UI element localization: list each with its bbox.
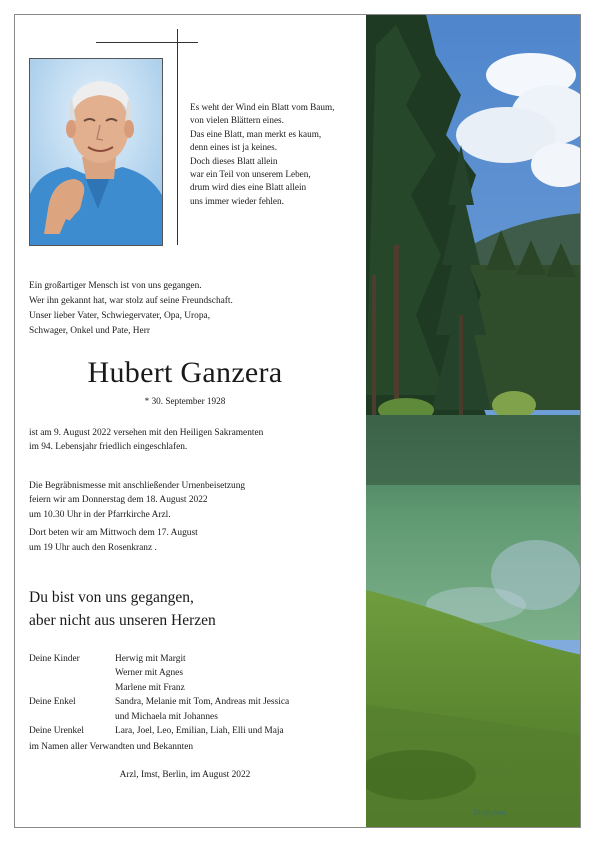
poem-line: Es weht der Wind ein Blatt vom Baum, — [190, 102, 335, 112]
family-row — [29, 652, 289, 666]
family-row — [29, 666, 289, 680]
family-role: Deine Urenkel — [29, 725, 84, 736]
quote-line: aber nicht aus unseren Herzen — [29, 612, 216, 629]
cross-vertical — [177, 29, 178, 245]
intro-line: Wer ihn gekannt hat, war stolz auf seine Freundschaft. — [29, 296, 233, 306]
family-role — [29, 681, 115, 695]
lake-landscape-illustration — [366, 15, 581, 828]
funeral-line: Dort beten wir am Mittwoch dem 17. August — [29, 528, 198, 539]
intro-text — [29, 279, 359, 339]
funeral-line: um 19 Uhr auch den Rosenkranz . — [29, 542, 157, 553]
obituary-card — [14, 14, 581, 828]
family-row — [29, 681, 289, 695]
family-role: Deine Enkel — [29, 697, 76, 708]
family-list — [29, 652, 289, 738]
intro-line: Ein großartiger Mensch ist von uns gegangen. — [29, 281, 202, 291]
funeral-line: Die Begräbnismesse mit anschließender Urnenbeisetzung — [29, 481, 246, 491]
poem-line: denn eines ist ja keines. — [190, 142, 278, 153]
portrait-illustration — [30, 59, 163, 246]
family-names: Herwig mit Margit — [115, 654, 186, 664]
family-row — [29, 724, 289, 738]
death-notice — [29, 426, 263, 454]
family-names: Marlene mit Franz — [115, 682, 185, 693]
family-row — [29, 710, 289, 724]
family-names: und Michaela mit Johannes — [115, 711, 218, 722]
cross-horizontal — [96, 42, 198, 43]
poem-line: war ein Teil von unserem Leben, — [190, 169, 311, 180]
death-line: ist am 9. August 2022 versehen mit den Heiligen Sakramenten — [29, 428, 264, 438]
brand-watermark: Dorfleben — [473, 808, 506, 817]
portrait-photo — [29, 58, 163, 246]
death-line: im 94. Lebensjahr friedlich eingeschlafen. — [29, 442, 188, 453]
family-row — [29, 695, 289, 709]
family-names: Sandra, Melanie mit Tom, Andreas mit Jessica — [115, 697, 290, 708]
funeral-details — [29, 479, 245, 555]
memorial-quote — [29, 586, 216, 632]
funeral-line: feiern wir am Donnerstag dem 18. August 2022 — [29, 495, 208, 506]
intro-line: Schwager, Onkel und Pate, Herr — [29, 326, 150, 336]
poem — [190, 101, 370, 208]
deceased-name: Hubert Ganzera — [87, 356, 283, 389]
place-date: Arzl, Imst, Berlin, im August 2022 — [119, 770, 251, 780]
closing-line: im Namen aller Verwandten und Bekannten — [29, 742, 194, 752]
landscape-photo — [366, 15, 581, 828]
family-names: Lara, Joel, Leo, Emilian, Liah, Elli und Maja — [115, 725, 284, 736]
poem-line: von vielen Blättern eines. — [190, 115, 284, 126]
birth-date: * 30. September 1928 — [144, 396, 226, 406]
poem-line: uns immer wieder fehlen. — [190, 195, 284, 206]
funeral-line: um 10.30 Uhr in der Pfarrkirche Arzl. — [29, 509, 171, 520]
poem-line: drum wird dies eine Blatt allein — [190, 182, 307, 193]
poem-line: Das eine Blatt, man merkt es kaum, — [190, 128, 322, 139]
quote-line: Du bist von uns gegangen, — [29, 589, 194, 606]
family-role — [29, 666, 115, 680]
family-names: Werner mit Agnes — [115, 668, 183, 679]
intro-line: Unser lieber Vater, Schwiegervater, Opa, Uropa, — [29, 311, 211, 321]
poem-line: Doch dieses Blatt allein — [190, 155, 278, 166]
family-role — [29, 710, 115, 724]
family-role: Deine Kinder — [29, 654, 80, 664]
